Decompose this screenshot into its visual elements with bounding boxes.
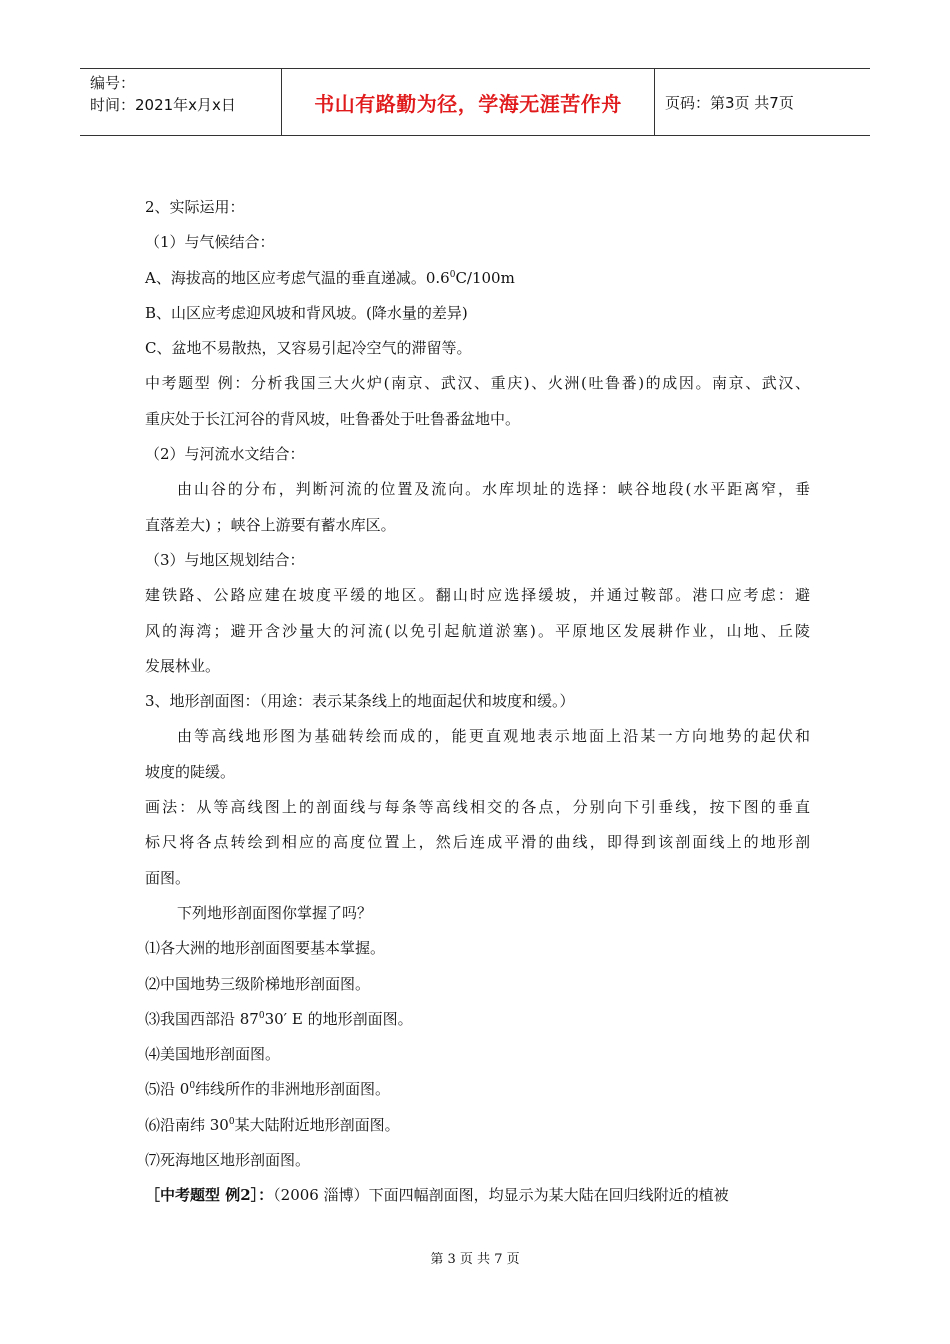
header-page-label: 页码：第3页 共7页: [665, 93, 794, 112]
header-motto-cell: [282, 69, 655, 135]
paragraph-line: 发展林业。: [145, 656, 221, 675]
paragraph-line: C、盆地不易散热，又容易引起冷空气的滞留等。: [145, 339, 472, 358]
list-item: ⑺死海地区地形剖面图。: [145, 1151, 311, 1170]
list-item: ⑴各大洲的地形剖面图要基本掌握。: [145, 939, 386, 958]
document-date-label: 时间：2021年x月x日: [90, 96, 236, 114]
paragraph-line: 由等高线地形图为基础转绘而成的，能更直观地表示地面上沿某一方向地势的起伏和: [177, 727, 810, 746]
page-footer: 第 3 页 共 7 页: [430, 1252, 520, 1267]
list-item: ⑷美国地形剖面图。: [145, 1045, 281, 1064]
paragraph-line: 中考题型 例：分析我国三大火炉(南京、武汉、重庆)、火洲(吐鲁番)的成因。南京、武汉、: [145, 374, 810, 393]
document-header: [80, 68, 870, 136]
paragraph-line: 建铁路、公路应建在坡度平缓的地区。翻山时应选择缓坡，并通过鞍部。港口应考虑：避: [145, 586, 810, 605]
document-number-label: 编号：: [90, 74, 136, 92]
subsection-heading: （2）与河流水文结合：: [145, 445, 305, 464]
subsection-heading: （1）与气候结合：: [145, 233, 275, 252]
paragraph-line: 由山谷的分布，判断河流的位置及流向。水库坝址的选择：峡谷地段(水平距离窄，垂: [177, 480, 810, 499]
header-page-cell: [655, 69, 870, 135]
paragraph-line: 重庆处于长江河谷的背风坡，吐鲁番处于吐鲁番盆地中。: [145, 409, 521, 428]
paragraph-line: 面图。: [145, 868, 191, 887]
exam-question-label: ［中考题型 例2］：: [145, 1186, 274, 1205]
paragraph-line: B、山区应考虑迎风坡和背风坡。(降水量的差异): [145, 303, 468, 322]
paragraph-line: 下列地形剖面图你掌握了吗？: [177, 903, 373, 922]
section-heading: 3、地形剖面图：（用途：表示某条线上的地面起伏和坡度和缓。）: [145, 692, 575, 711]
subsection-heading: （3）与地区规划结合：: [145, 550, 305, 569]
document-body: [145, 190, 810, 1214]
paragraph-line: 画法：从等高线图上的剖面线与每条等高线相交的各点，分别向下引垂线，按下图的垂直: [145, 798, 810, 817]
header-meta-cell: [80, 69, 282, 135]
header-motto: 书山有路勤为径，学海无涯苦作舟: [314, 91, 622, 116]
paragraph-line: 直落差大) ；峡谷上游要有蓄水库区。: [145, 515, 396, 534]
list-item: ⑵中国地势三级阶梯地形剖面图。: [145, 974, 371, 993]
paragraph-line: A、海拔高的地区应考虑气温的垂直递减。$0.6^0C/100m$: [145, 268, 515, 287]
list-item: ⑶我国西部沿 $87^030'$ E 的地形剖面图。: [145, 1009, 413, 1028]
section-heading: 2、实际运用：: [145, 198, 245, 216]
list-item: ⑸沿 $0^0$纬线所作的非洲地形剖面图。: [145, 1080, 391, 1099]
paragraph-line: ［中考题型 例2］：（2006 淄博）下面四幅剖面图，均显示为某大陆在回归线附近的植被: [145, 1186, 729, 1205]
paragraph-line: 标尺将各点转绘到相应的高度位置上，然后连成平滑的曲线，即得到该剖面线上的地形剖: [145, 833, 810, 852]
paragraph-line: 风的海湾；避开含沙量大的河流(以免引起航道淤塞)。平原地区发展耕作业，山地、丘陵: [145, 621, 810, 640]
paragraph-line: 坡度的陡缓。: [145, 762, 236, 781]
list-item: ⑹沿南纬 $30^0$某大陆附近地形剖面图。: [145, 1115, 400, 1134]
